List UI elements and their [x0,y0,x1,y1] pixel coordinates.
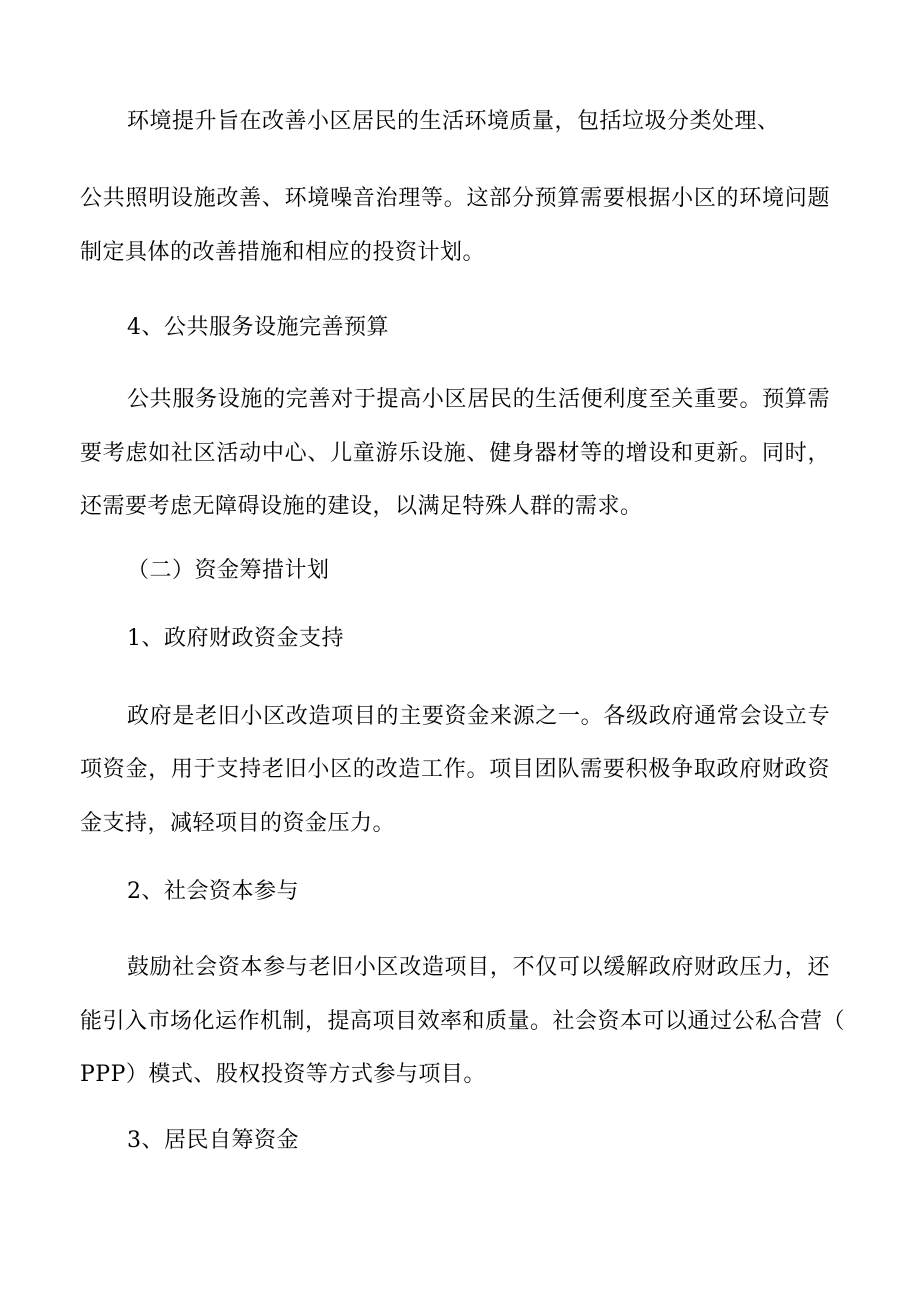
paragraph-line: 公共服务设施的完善对于提高小区居民的生活便利度至关重要。预算需 [127,387,830,412]
section-title: （二）资金筹措计划 [127,558,330,583]
paragraph-line: 政府是老旧小区改造项目的主要资金来源之一。各级政府通常会设立专 [127,704,830,729]
paragraph-line: 环境提升旨在改善小区居民的生活环境质量，包括垃圾分类处理、 [127,109,780,134]
paragraph-line: 制定具体的改善措施和相应的投资计划。 [80,240,486,265]
section-heading: 4、公共服务设施完善预算 [127,315,389,340]
paragraph-line: 还需要考虑无障碍设施的建设，以满足特殊人群的需求。 [80,494,643,519]
paragraph-line: 项资金，用于支持老旧小区的改造工作。项目团队需要积极争取政府财政资 [80,757,830,782]
paragraph-line: 能引入市场化运作机制，提高项目效率和质量。社会资本可以通过公私合营（ [80,1009,846,1034]
section-heading: 2、社会资本参与 [127,879,299,904]
paragraph-line: PPP）模式、股权投资等方式参与项目。 [80,1062,486,1087]
section-heading: 3、居民自筹资金 [127,1128,299,1153]
paragraph-line: 要考虑如社区活动中心、儿童游乐设施、健身器材等的增设和更新。同时， [80,441,830,466]
paragraph-line: 公共照明设施改善、环境噪音治理等。这部分预算需要根据小区的环境问题 [80,186,830,211]
section-heading: 1、政府财政资金支持 [127,626,344,651]
paragraph-line: 金支持，减轻项目的资金压力。 [80,811,396,836]
paragraph-line: 鼓励社会资本参与老旧小区改造项目，不仅可以缓解政府财政压力，还 [127,955,830,980]
